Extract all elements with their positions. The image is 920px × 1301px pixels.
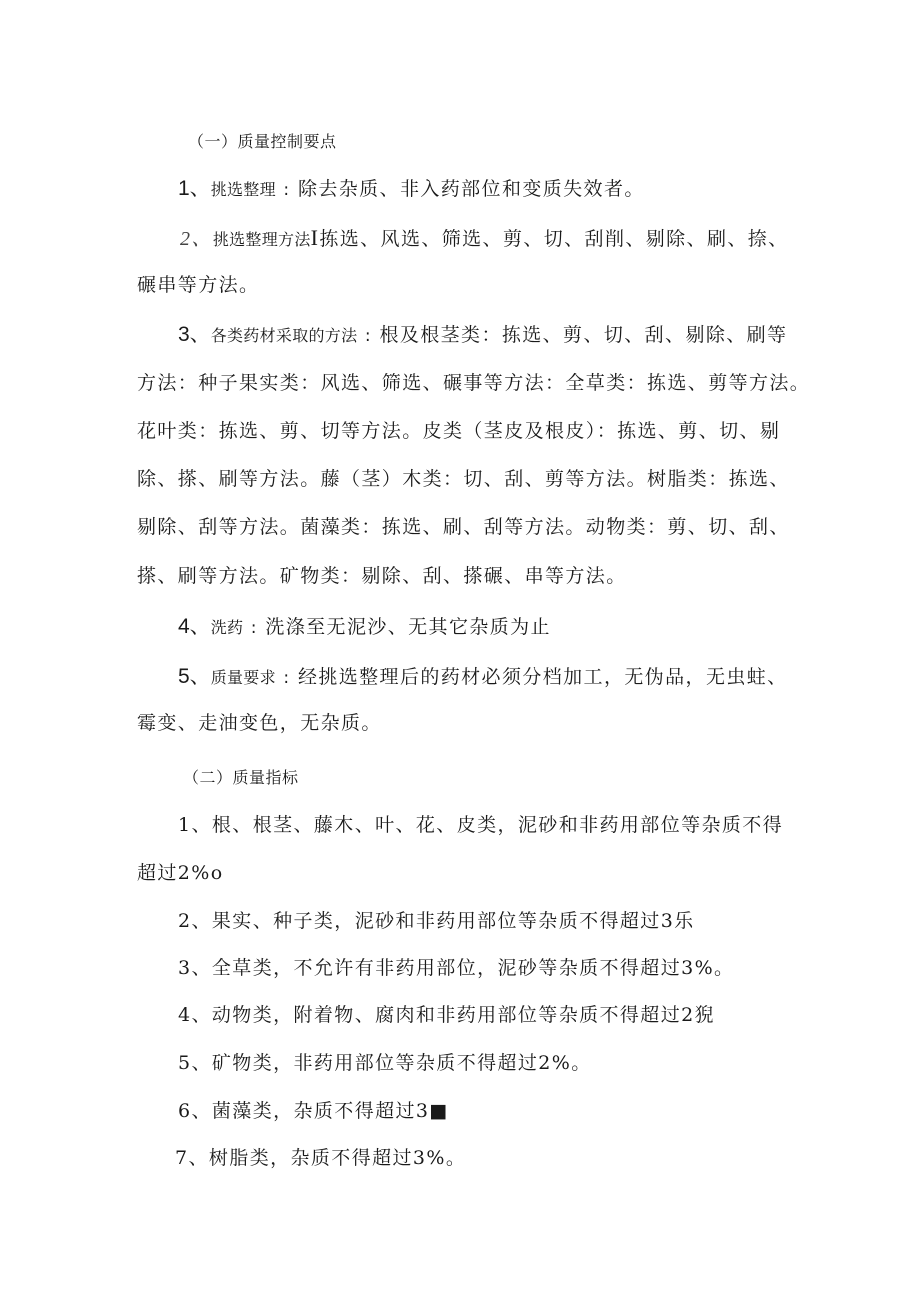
index-item-6: 6、菌藻类，杂质不得超过3■ bbox=[178, 1100, 449, 1122]
item3-text-line4: 除、搽、刷等方法。藤（茎）木类：切、刮、剪等方法。树脂类：拣选、 bbox=[137, 468, 790, 490]
item5-text-line2: 霉变、走油变色，无杂质。 bbox=[137, 712, 382, 734]
index-item-3: 3、全草类，不允许有非药用部位，泥砂等杂质不得超过3%。 bbox=[178, 957, 735, 979]
item2-text-line1: 拣选、风选、筛选、剪、切、刮削、剔除、刷、捺、 bbox=[319, 228, 789, 250]
item3-text-line3: 花叶类：拣选、剪、切等方法。皮类（茎皮及根皮）：拣选、剪、切、剔 bbox=[137, 420, 781, 442]
item3-text-line6: 搽、刷等方法。矿物类：剔除、刮、搽碾、串等方法。 bbox=[137, 565, 627, 587]
item4-separator: : bbox=[250, 618, 258, 638]
item4-number: 4、 bbox=[178, 615, 211, 638]
item5-label: 质量要求 bbox=[210, 668, 276, 687]
item2-separator: I bbox=[310, 225, 320, 250]
item5-separator: : bbox=[283, 668, 291, 688]
item1-text: 除去杂质、非入药部位和变质失效者。 bbox=[297, 178, 645, 200]
index-item-7: 7、树脂类，杂质不得超过3%。 bbox=[175, 1147, 467, 1169]
index-item-4: 4、动物类，附着物、腐肉和非药用部位等杂质不得超过2猊 bbox=[178, 1004, 715, 1026]
item2-text-line2: 碾串等方法。 bbox=[137, 274, 260, 296]
item3-text-line5: 剔除、刮等方法。菌藻类：拣选、刷、刮等方法。动物类：剪、切、刮、 bbox=[137, 516, 790, 538]
item3-number: 3、 bbox=[178, 323, 211, 346]
section1-heading: （一）质量控制要点 bbox=[188, 132, 337, 151]
item1-label: 挑选整理 bbox=[210, 180, 276, 199]
item1-separator: : bbox=[283, 180, 291, 200]
index-item-1-cont: 超过2%o bbox=[137, 862, 224, 884]
item1-number: 1、 bbox=[178, 177, 211, 200]
item3-label: 各类药材采取的方法 bbox=[210, 326, 358, 345]
item4-label: 洗药 bbox=[210, 618, 244, 637]
item3-separator: : bbox=[364, 326, 372, 346]
item3-text-line1: 根及根茎类：拣选、剪、切、刮、剔除、刷等 bbox=[379, 324, 788, 346]
index-item-2: 2、果实、种子类，泥砂和非药用部位等杂质不得超过3乐 bbox=[178, 910, 695, 932]
item5-number: 5、 bbox=[178, 665, 211, 688]
index-item-5: 5、矿物类，非药用部位等杂质不得超过2%。 bbox=[178, 1052, 592, 1074]
item4-text: 洗涤至无泥沙、无其它杂质为止 bbox=[265, 616, 551, 638]
item2-label: 挑选整理方法 bbox=[212, 230, 311, 249]
index-item-1: 1、根、根茎、藤木、叶、花、皮类，泥砂和非药用部位等杂质不得 bbox=[178, 814, 784, 836]
item5-text-line1: 经挑选整理后的药材必须分档加工，无伪品，无虫蛀、 bbox=[297, 666, 788, 688]
item1-line bbox=[178, 172, 645, 202]
item2-number: 2、 bbox=[180, 228, 213, 250]
item5-line bbox=[178, 660, 788, 690]
item3-line bbox=[178, 318, 787, 348]
item4-line bbox=[178, 610, 551, 640]
item3-text-line2: 方法：种子果实类：风选、筛选、碾事等方法：全草类：拣选、剪等方法。 bbox=[137, 372, 811, 394]
section2-heading: （二）质量指标 bbox=[183, 768, 299, 787]
item2-line bbox=[180, 222, 789, 251]
